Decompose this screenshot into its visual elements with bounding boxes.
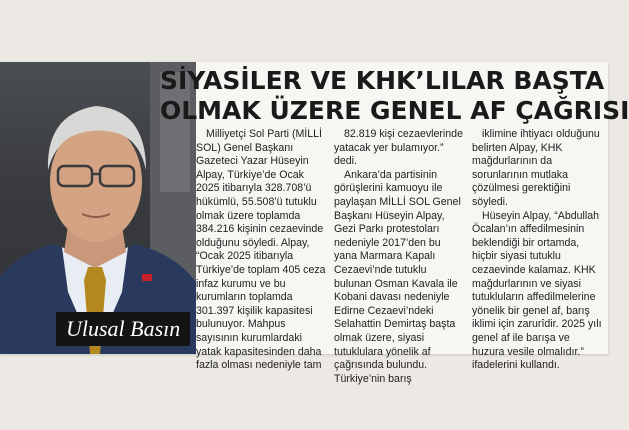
headline bbox=[160, 66, 629, 126]
article-paragraph: iklimine ihtiyacı olduğunu belirten Alpay, KHK mağdurlarının da sorunlarının mutlaka çözülmesi gerektiğini söyledi. bbox=[472, 128, 600, 208]
photo-caption: Ulusal Basın bbox=[56, 312, 190, 346]
article-paragraph: Milliyetçi Sol Parti (MİLLİ SOL) Genel Başkanı Gazeteci Yazar Hüseyin Alpay, Türkiye’de Ocak 2025 itibarıyla 328.708’ü hükümlü, 55.508’ü tutuklu olmak üzere toplamda 384.216 kişinin cezaevinde olduğunu söyledi. Alpay, “Ocak 2025 itibarıyla Türkiye’de toplam 405 ceza infaz kurumu ve bu kurumların toplamda 301.397 kişilik kapasitesi bulunuyor. Mahpus sayısının kurumlardaki yatak kapasitesinden daha fazla olması nedeniyle tam bbox=[196, 128, 326, 372]
article-paragraph: 82.819 kişi cezaevlerinde yatacak yer bulamıyor.” dedi. bbox=[334, 128, 463, 168]
headline-line-2: OLMAK ÜZERE GENEL AF ÇAĞRISI bbox=[160, 96, 629, 125]
article-column-2 bbox=[334, 128, 464, 385]
newspaper-clipping bbox=[0, 62, 629, 385]
article-body bbox=[196, 128, 606, 385]
article-paragraph: Hüseyin Alpay, “Abdullah Öcalan’ın affedilmesinin beklendiği bir ortamda, hiçbir siyasi tutuklu cezaevinde kalamaz. KHK mağdurlarının ve siyasi tutukluların affedilmelerine yönelik bir genel af, barış iklimi için zarurîdir. 2025 yılı genel af ile barışa ve huzura vesile olmalıdır.” ifadelerini kullandı. bbox=[472, 209, 602, 372]
article-paragraph: Ankara’da partisinin görüşlerini kamuoyu ile paylaşan MİLLİ SOL Genel Başkanı Hüseyin Alpay, Gezi Parkı protestoları nedeniyle 2017’den bu yana Marmara Kapalı Cezaevi’nde tutuklu bulunan Osman Kavala ile Kobani davası nedeniyle Edirne Cezaevi’ndeki Selahattin Demirtaş başta olmak üzere, siyasi tutuklulara yönelik af çağrısında bulundu. Türkiye’nin barış bbox=[334, 168, 461, 385]
headline-line-1: SİYASİLER VE KHK’LILAR BAŞTA bbox=[160, 66, 605, 95]
article-column-3 bbox=[472, 128, 602, 372]
article-column-1 bbox=[196, 128, 326, 372]
